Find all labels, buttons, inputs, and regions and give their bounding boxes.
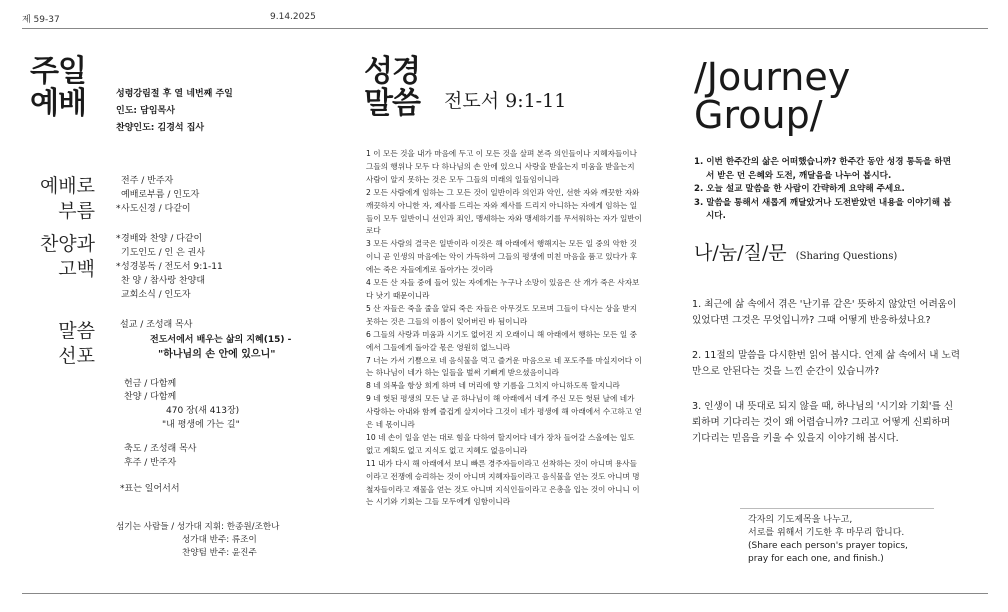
- sermon-preacher: 설교 / 조성래 목사: [120, 320, 193, 330]
- prayer-divider: [740, 508, 934, 509]
- bulletin-date: 9.14.2025: [270, 12, 316, 22]
- prayer-line: 각자의 기도제목을 나누고,: [748, 515, 853, 525]
- issue-number: 제 59-37: [22, 15, 60, 25]
- offering: 헌금 / 다함께: [124, 379, 177, 389]
- verse: 11 내가 다시 해 아래에서 보니 빠른 경주자들이라고 선착하는 것이 아니며 용사들이라고 전쟁에 승리하는 것이 아니며 지혜자들이라고 음식물을 얻는 것도 아니며 명철자들이라고 재물을 얻는 것도 아니며 지식인들이라고 은총을 입는 것이 아니니 이는 시기와 기회는 그들 모두에게 임함이니라: [366, 458, 640, 507]
- verse: 2 모든 사람에게 임하는 그 모든 것이 일반이라 의인과 악인, 선한 자와 깨끗한 자와 깨끗하지 아니한 자, 제사를 드리는 자와 제사를 드리지 아니하는 자에게 임하는 일들이 모두 일반이니 선인과 죄인, 맹세하는 자와 맹세하기를 무서워하는 자가 일반이로다: [366, 187, 642, 236]
- section-word-proclamation: [20, 319, 95, 369]
- verse: 9 네 헛된 평생의 모든 날 곧 하나님이 해 아래에서 네게 주신 모든 헛된 날에 네가 사랑하는 아내와 함께 즐겁게 살지어다 그것이 네가 평생에 해 아래에서 수고하고 얻은 네 몫이니라: [366, 394, 642, 430]
- praise-leader: 찬양인도: 김경석 집사: [116, 123, 205, 133]
- order-item: *사도신경 / 다같이: [116, 204, 191, 214]
- top-rule: [22, 28, 988, 29]
- prayer-line: pray for each one, and finish.): [748, 554, 884, 564]
- scripture-reference: 전도서 9:1-11: [444, 90, 567, 112]
- journey-title-line2: Group/: [694, 93, 823, 137]
- sharing-question-list: [692, 297, 962, 466]
- section-word-line1: 말씀: [58, 320, 95, 342]
- hymn: 찬양 / 다함께: [124, 392, 177, 402]
- journey-question: 3. 말씀을 통해서 새롭게 깨달았거나 도전받았던 내용을 이야기해 봅시다.: [694, 197, 952, 221]
- stand-note: *표는 일어서서: [120, 484, 180, 494]
- order-item: 교회소식 / 인도자: [121, 290, 191, 300]
- prayer-line: 서로를 위해서 기도한 후 마무리 합니다.: [748, 528, 905, 538]
- verse: 5 산 자들은 죽을 줄을 알되 죽은 자들은 아무것도 모르며 그들이 다시는 상을 받지 못하는 것은 그들의 이름이 잊어버린 바 됨이니라: [366, 303, 637, 326]
- order-item: *경배와 찬양 / 다같이: [116, 234, 203, 244]
- sharing-question: 1. 최근에 삶 속에서 겪은 '난기류 같은' 뜻하지 않았던 어려움이 있었다면 그것은 무엇입니까? 그때 어떻게 반응하셨나요?: [692, 299, 957, 326]
- praise-order-list: [116, 232, 223, 302]
- sharing-subtitle: (Sharing Questions): [795, 251, 898, 262]
- journey-title-line1: /Journey: [694, 55, 851, 99]
- verse: 10 네 손이 일을 얻는 대로 힘을 다하여 할지어다 네가 장차 들어갈 스올에는 일도 없고 계획도 없고 지식도 없고 지혜도 없음이니라: [366, 432, 635, 455]
- section-call-line2: 부름: [58, 200, 95, 222]
- order-item: 기도인도 / 인 은 권사: [121, 248, 206, 258]
- sharing-question: 2. 11절의 말씀을 다시한번 읽어 봅시다. 언제 삶 속에서 내 노력만으로 안된다는 것을 느낀 순간이 있습니까?: [692, 350, 961, 377]
- order-item: 찬 양 / 참사랑 찬양대: [121, 276, 206, 286]
- liturgical-day: 성령강림절 후 열 네번째 주일: [116, 89, 233, 99]
- verse: 7 너는 가서 기쁨으로 네 음식물을 먹고 즐거운 마음으로 네 포도주를 마실지어다 이는 하나님이 네가 하는 일들을 벌써 기뻐게 받으셨음이니라: [366, 355, 642, 378]
- section-praise-line2: 고백: [58, 258, 95, 280]
- postlude: 후주 / 반주자: [124, 458, 177, 468]
- sermon-title: "하나님의 손 안에 있으니": [158, 349, 276, 360]
- sharing-heading: [694, 238, 897, 265]
- hymn-title: "내 평생에 가는 길": [162, 420, 240, 430]
- verse: 3 모든 사람의 결국은 일반이라 이것은 해 아래에서 행해지는 모든 일 중의 악한 것이니 곧 인생의 마음에는 악이 가득하여 그들의 평생에 미친 마음을 품고 있다가 후에는 죽은 자들에게로 돌아가는 것이라: [366, 239, 638, 275]
- worship-title: [30, 56, 86, 120]
- section-call-line1: 예배로: [39, 175, 95, 197]
- verse: 1 이 모든 것을 내가 마음에 두고 이 모든 것을 살펴 본즉 의인들이나 지혜자들이나 그들의 행위나 모두 다 하나님의 손 안에 있으니 사랑을 받을는지 미움을 받을는지 사람이 알지 못하는 것은 모두 그들의 미래의 일들임이니라: [366, 149, 637, 184]
- call-order-list: [116, 174, 199, 216]
- section-call-to-worship: [20, 174, 95, 224]
- section-praise-confession: [20, 232, 95, 282]
- scripture-title-line2: 말씀: [364, 86, 420, 121]
- section-praise-line1: 찬양과: [39, 233, 95, 255]
- verse: 4 모든 산 자들 중에 들어 있는 자에게는 누구나 소망이 있음은 산 개가 죽은 사자보다 낫기 때문이니라: [366, 278, 640, 300]
- order-item: 전주 / 반주자: [121, 176, 174, 186]
- bottom-rule: [22, 593, 988, 594]
- prayer-line: (Share each person's prayer topics,: [748, 541, 908, 551]
- worship-title-line1: 주일: [30, 54, 86, 89]
- worship-leader: 인도: 담임목사: [116, 106, 175, 116]
- worship-title-line2: 예배: [30, 86, 86, 121]
- journey-question-list: [694, 156, 958, 224]
- servants-praise-accompanist: 찬양팀 반주: 윤진주: [182, 548, 257, 558]
- verse: 8 네 의복을 항상 희게 하며 네 머리에 향 기름을 그치지 아니하도록 할지니라: [366, 381, 620, 391]
- servants-choir-director: 섬기는 사람들 / 성가대 지휘: 한종원/조한나: [116, 522, 280, 532]
- journey-title: [694, 55, 851, 137]
- hymn-number: 470 장(새 413장): [166, 406, 240, 416]
- verse: 6 그들의 사랑과 미움과 시기도 없어진 지 오래이니 해 아래에서 행하는 모든 일 중에서 그들에게 돌아갈 몫은 영원히 없느니라: [366, 329, 637, 352]
- benediction: 축도 / 조성래 목사: [124, 444, 197, 454]
- worship-info: [116, 86, 233, 137]
- order-item: 예배로부름 / 인도자: [121, 190, 200, 200]
- prayer-instructions: [748, 514, 908, 566]
- scripture-verses: [366, 148, 642, 509]
- section-word-line2: 선포: [58, 345, 95, 367]
- scripture-title-line1: 성경: [364, 54, 420, 89]
- journey-question: 1. 이번 한주간의 삶은 어떠했습니까? 한주간 동안 성경 통독을 하면서 받은 던 은혜와 도전, 깨달음을 나누어 봅시다.: [694, 157, 951, 181]
- servants-choir-accompanist: 성가대 반주: 류조이: [182, 535, 257, 545]
- sharing-question: 3. 인생이 내 뜻대로 되지 않을 때, 하나님의 '시기와 기회'를 신뢰하며 기다리는 것이 왜 어렵습니까? 그리고 어떻게 신뢰하며 기다리는 믿음을 키울 수 있을지 이야기해 봅시다.: [692, 401, 954, 444]
- sermon-series: 전도서에서 배우는 삶의 지혜(15) -: [150, 335, 292, 345]
- order-item: *성경봉독 / 전도서 9:1-11: [116, 262, 223, 272]
- scripture-title: [364, 56, 420, 120]
- sharing-title: 나/눔/질/문: [694, 242, 787, 264]
- journey-question: 2. 오늘 설교 말씀을 한 사람이 간략하게 요약해 주세요.: [694, 184, 905, 194]
